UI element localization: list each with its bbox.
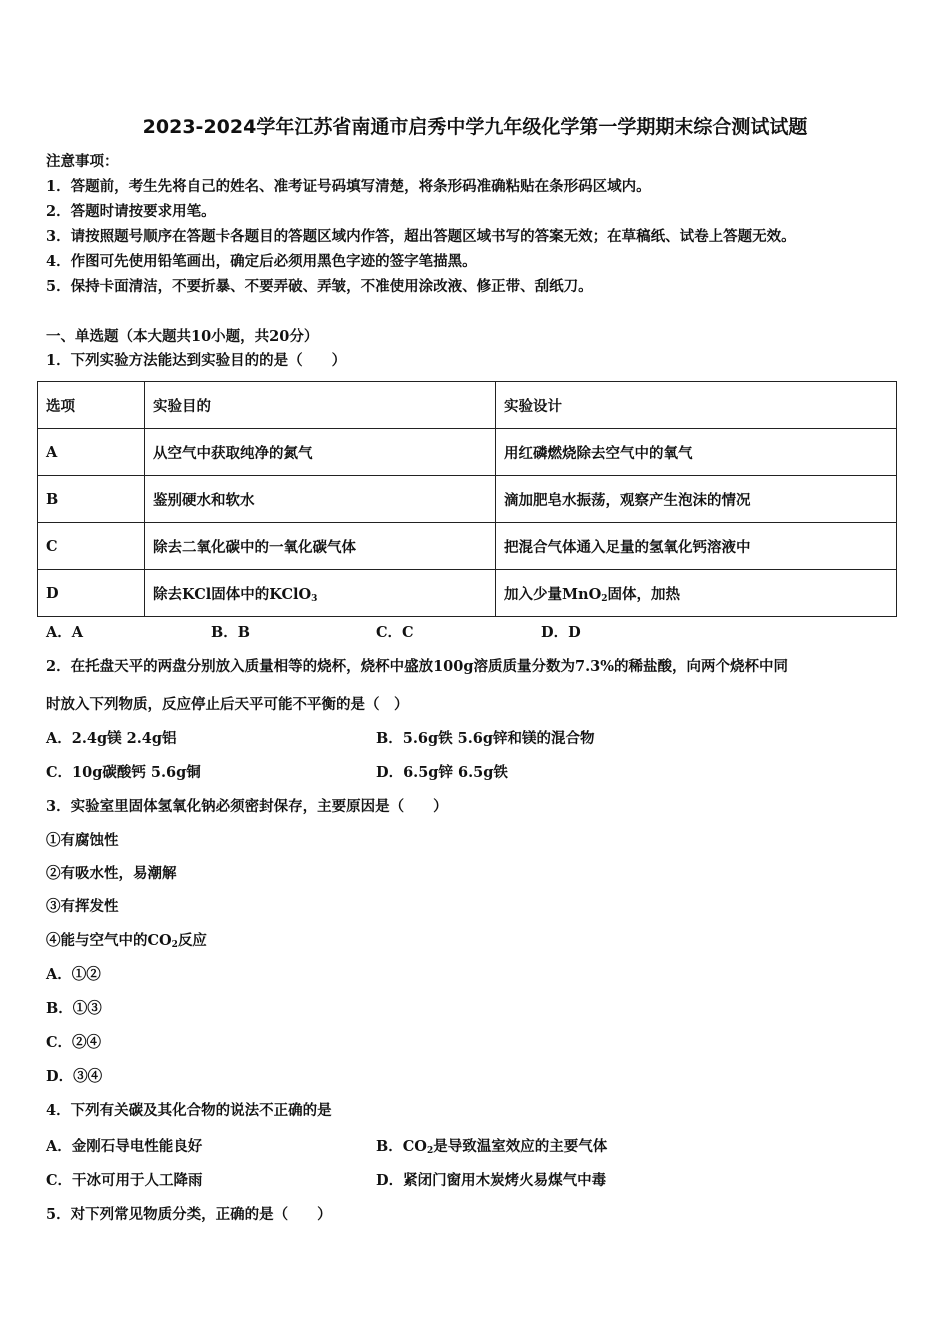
q3-choice-b[interactable]: B．①③ [46,1000,102,1017]
table-row [38,570,897,617]
goal-text: 除去KCl固体中的KClO [153,585,312,603]
notice-item: 3．请按照题号顺序在答题卡各题目的答题区域内作答，超出答题区域书写的答案无效；在草稿纸、试卷上答题无效。 [46,228,796,245]
choice-text: 是导致温室效应的主要气体 [433,1138,608,1155]
table-cell-goal: 从空气中获取纯净的氮气 [145,429,496,476]
subscript: 2 [601,593,608,604]
q2-stem: 2．在托盘天平的两盘分别放入质量相等的烧杯，烧杯中盛放100g溶质质量分数为7.3%的稀盐酸，向两个烧杯中同 [46,658,788,675]
table-header-row [38,382,897,429]
q1-stem: 1．下列实验方法能达到实验目的的是（ ） [46,352,347,369]
subscript: 3 [311,593,318,604]
item-text: 反应 [177,932,207,949]
page-title: 2023-2024学年江苏省南通市启秀中学九年级化学第一学期期末综合测试试题 [142,116,808,138]
table-cell-option: C [38,523,145,570]
q5-stem: 5．对下列常见物质分类，正确的是（ ） [46,1206,332,1223]
table-cell-goal: 鉴别硬水和软水 [145,476,496,523]
q3-choice-a[interactable]: A．①② [46,966,101,983]
q1-choice-b[interactable]: B．B [211,624,251,641]
subscript: 2 [171,940,178,950]
table-cell-option: A [38,429,145,476]
q3-choice-d[interactable]: D．③④ [46,1068,103,1085]
notice-item: 5．保持卡面清洁，不要折暴、不要弄破、弄皱，不准使用涂改液、修正带、刮纸刀。 [46,278,593,295]
notice-item: 4．作图可先使用铅笔画出，确定后必须用黑色字迹的签字笔描黑。 [46,253,477,270]
q1-choice-d[interactable]: D．D [541,624,581,641]
q3-item: ②有吸水性，易潮解 [46,865,177,882]
q4-choice-d[interactable]: D．紧闭门窗用木炭烤火易煤气中毒 [376,1172,607,1189]
q2-choice-c[interactable]: C．10g碳酸钙 5.6g铜 [46,764,201,781]
q4-choice-a[interactable]: A．金刚石导电性能良好 [46,1138,203,1155]
q4-stem: 4．下列有关碳及其化合物的说法不正确的是 [46,1102,332,1119]
table-row [38,476,897,523]
q2-stem-cont: 时放入下列物质，反应停止后天平可能不平衡的是（ ） [46,696,409,713]
q3-item [46,931,207,955]
subscript: 2 [426,1146,434,1156]
q1-choice-a[interactable]: A．A [46,624,84,641]
table-cell-design: 滴加肥皂水振荡，观察产生泡沫的情况 [496,476,897,523]
table-cell-goal [145,570,496,617]
q1-choice-c[interactable]: C．C [376,624,414,641]
choice-text: B．CO [376,1138,427,1155]
q2-choice-d[interactable]: D．6.5g锌 6.5g铁 [376,764,508,781]
design-text: 加入少量MnO [504,585,602,603]
q4-choice-b[interactable] [376,1137,607,1161]
q3-item: ③有挥发性 [46,898,119,915]
q2-choice-b[interactable]: B．5.6g铁 5.6g锌和镁的混合物 [376,730,595,747]
table-cell-goal: 除去二氧化碳中的一氧化碳气体 [145,523,496,570]
table-header-cell: 实验目的 [145,382,496,429]
table-cell-option: B [38,476,145,523]
q2-choice-a[interactable]: A．2.4g镁 2.4g铝 [46,730,177,747]
notice-item: 2．答题时请按要求用笔。 [46,203,216,220]
q4-choice-c[interactable]: C．干冰可用于人工降雨 [46,1172,203,1189]
q3-item: ①有腐蚀性 [46,832,119,849]
section-heading: 一、单选题（本大题共10小题，共20分） [46,328,319,345]
table-cell-design: 把混合气体通入足量的氢氧化钙溶液中 [496,523,897,570]
table-header-cell: 选项 [38,382,145,429]
table-cell-design [496,570,897,617]
table-cell-option: D [38,570,145,617]
notice-heading: 注意事项： [46,153,119,170]
q1-table [37,381,897,617]
notice-item: 1．答题前，考生先将自己的姓名、准考证号码填写清楚，将条形码准确粘贴在条形码区域内。 [46,178,651,195]
item-text: ④能与空气中的CO [46,932,172,949]
q3-stem: 3．实验室里固体氢氧化钠必须密封保存，主要原因是（ ） [46,798,448,815]
table-row [38,429,897,476]
table-cell-design: 用红磷燃烧除去空气中的氧气 [496,429,897,476]
q3-choice-c[interactable]: C．②④ [46,1034,102,1051]
table-row [38,523,897,570]
table-header-cell: 实验设计 [496,382,897,429]
design-text: 固体，加热 [607,585,680,603]
